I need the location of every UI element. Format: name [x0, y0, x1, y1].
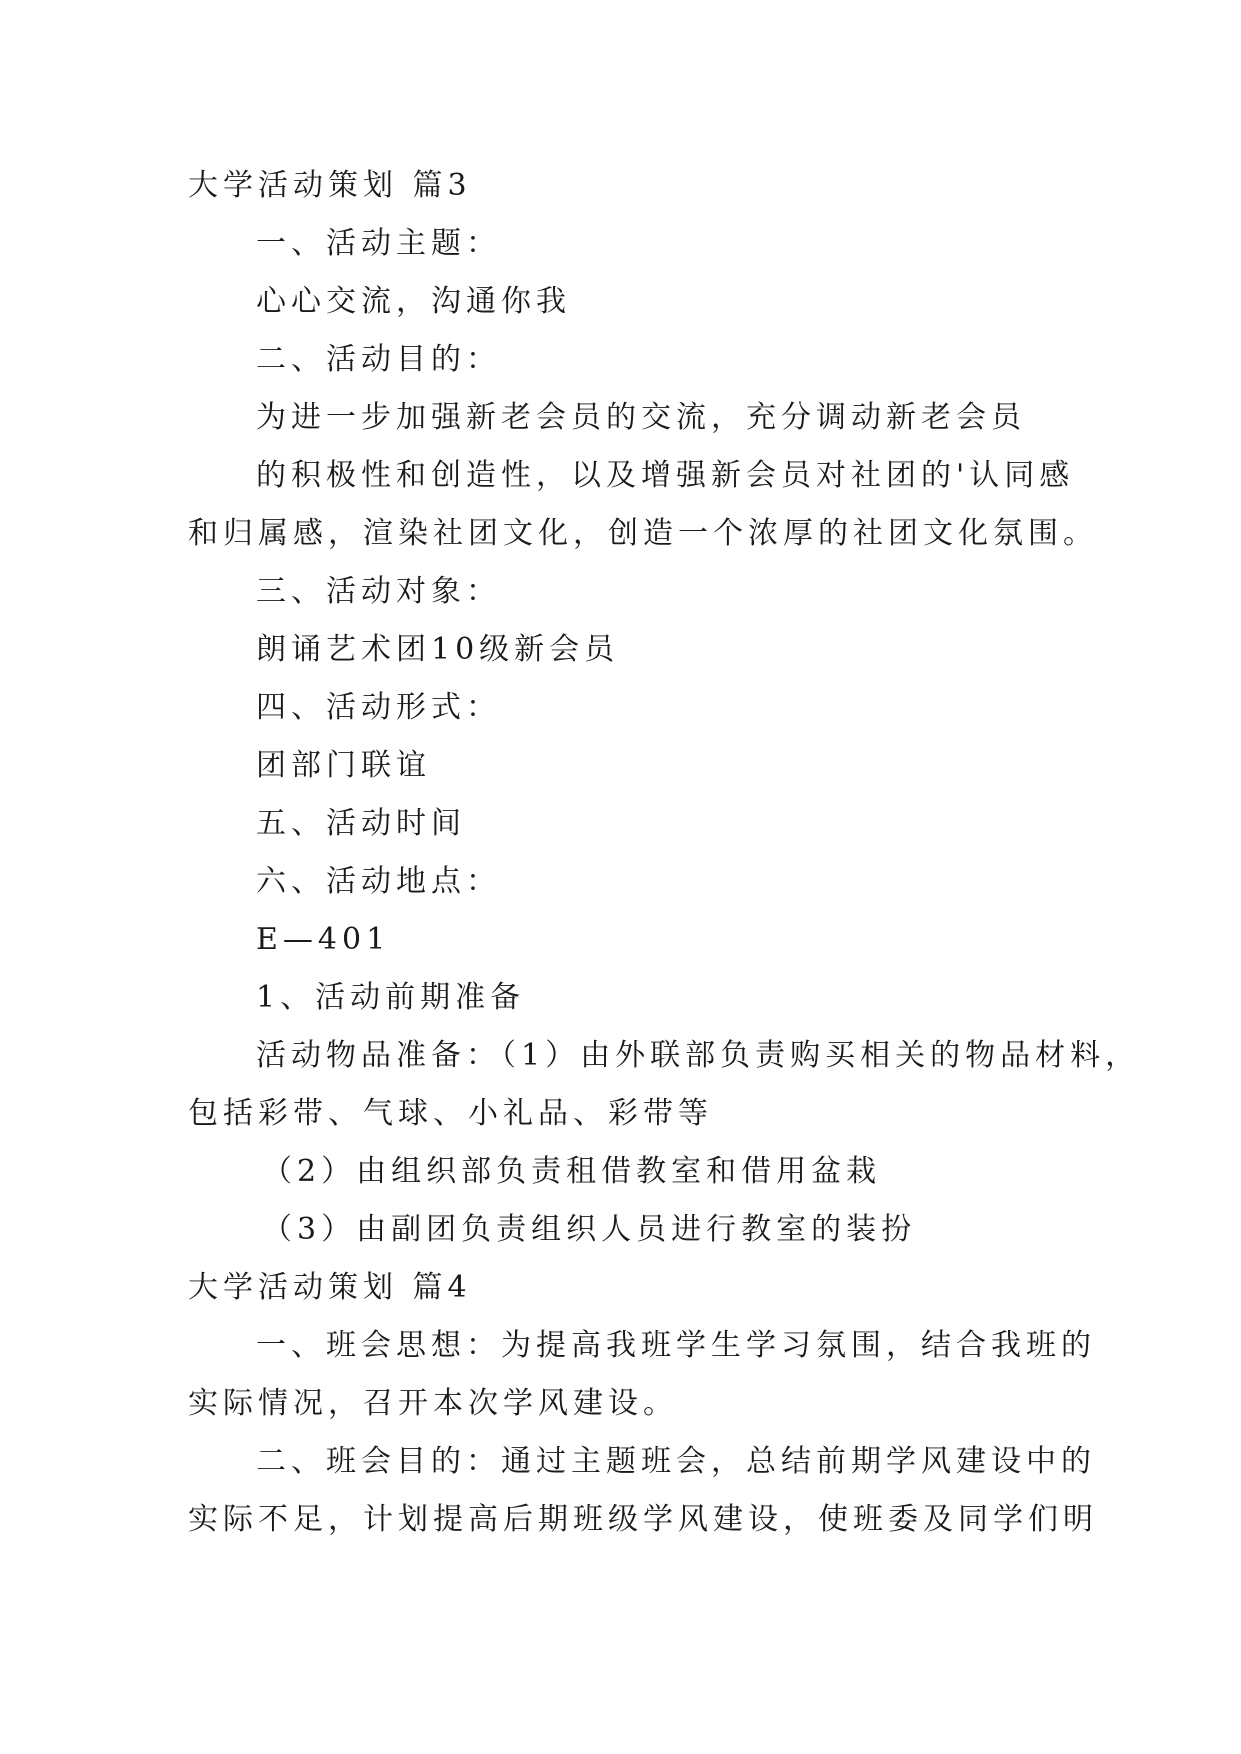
text-line: 包括彩带、气球、小礼品、彩带等: [188, 1096, 713, 1131]
text-line: E—401: [256, 922, 391, 957]
heading-activity-form: 四、活动形式：: [256, 690, 501, 725]
text-line: 团部门联谊: [256, 748, 431, 783]
heading-activity-purpose: 二、活动目的：: [256, 342, 501, 377]
text-line: 二、班会目的：通过主题班会，总结前期学风建设中的: [256, 1444, 1096, 1479]
text-line: 为进一步加强新老会员的交流，充分调动新老会员: [256, 400, 1026, 435]
heading-activity-location: 六、活动地点：: [256, 864, 501, 899]
list-item: （3）由副团负责组织人员进行教室的装扮: [262, 1212, 917, 1247]
text-line: 心心交流，沟通你我: [256, 284, 571, 319]
text-line: 一、班会思想：为提高我班学生学习氛围，结合我班的: [256, 1328, 1096, 1363]
heading-activity-theme: 一、活动主题：: [256, 226, 501, 261]
text-line: 朗诵艺术团10级新会员: [256, 632, 620, 667]
section-heading-3: 大学活动策划 篇3: [188, 168, 472, 203]
text-line: 实际情况，召开本次学风建设。: [188, 1386, 678, 1421]
heading-activity-time: 五、活动时间: [256, 806, 466, 841]
section-heading-4: 大学活动策划 篇4: [188, 1270, 472, 1305]
text-line: 和归属感，渲染社团文化，创造一个浓厚的社团文化氛围。: [188, 516, 1098, 551]
heading-activity-target: 三、活动对象：: [256, 574, 501, 609]
list-item: （2）由组织部负责租借教室和借用盆栽: [262, 1154, 882, 1189]
text-line: 活动物品准备：（1）由外联部负责购买相关的物品材料，: [256, 1038, 1141, 1073]
text-line: 实际不足，计划提高后期班级学风建设，使班委及同学们明: [188, 1502, 1098, 1537]
text-line: 的积极性和创造性，以及增强新会员对社团的'认同感: [256, 458, 1075, 493]
heading-preparation: 1、活动前期准备: [256, 980, 526, 1015]
